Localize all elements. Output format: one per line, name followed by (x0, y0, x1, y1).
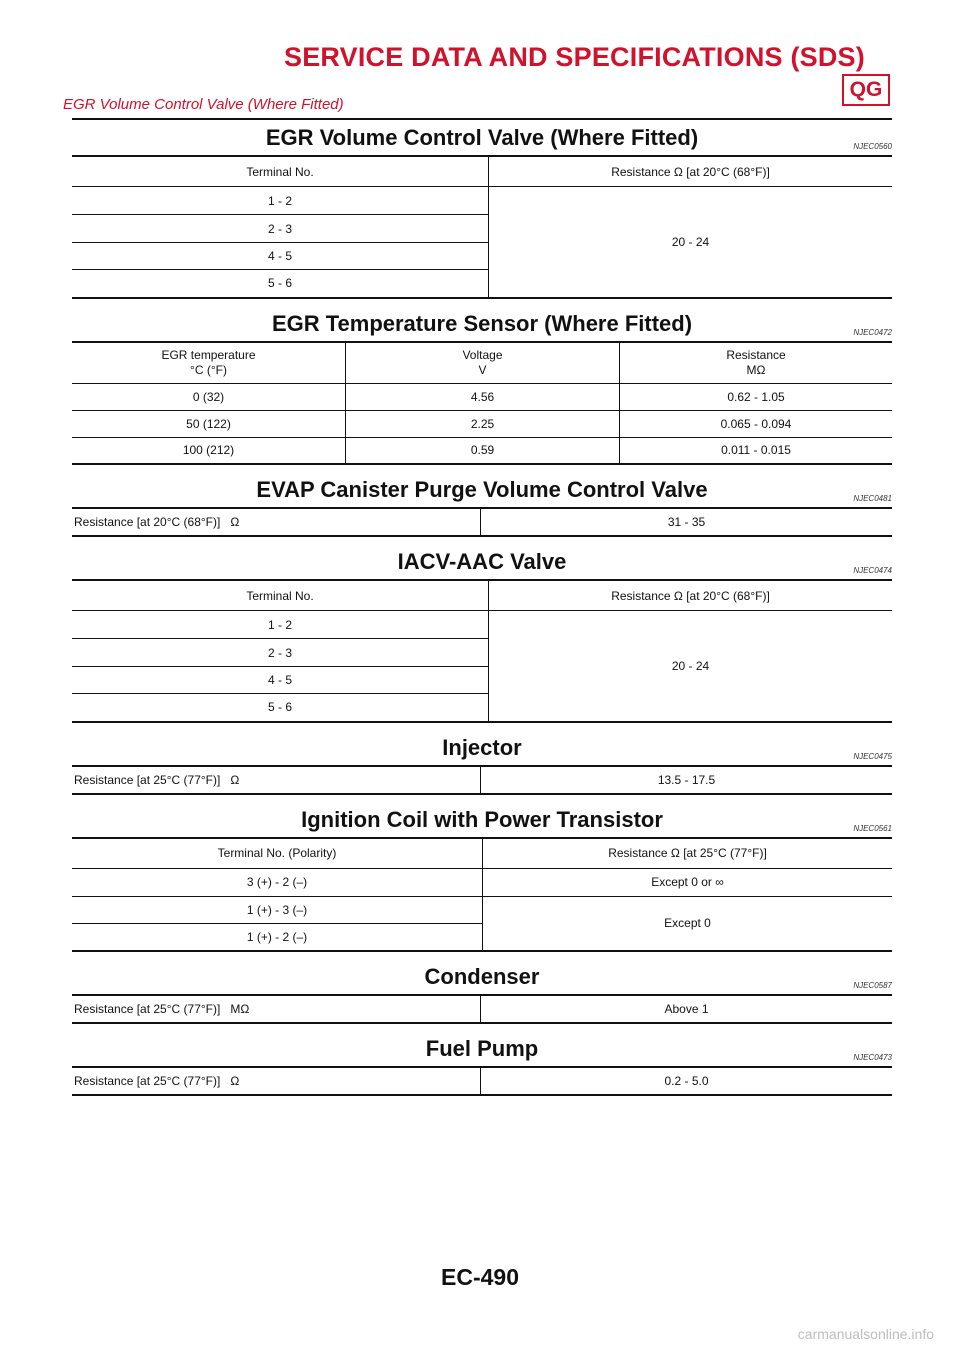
col-header: Resistance Ω [at 20°C (68°F)] (489, 580, 893, 611)
table-row (72, 383, 892, 410)
voltage-cell: 4.56 (346, 383, 620, 410)
page-number: EC-490 (441, 1264, 519, 1290)
table-header-row (72, 838, 892, 869)
col-header-line: EGR temperature (161, 347, 256, 362)
spec-unit: Ω (230, 772, 240, 787)
section-title: EGR Temperature Sensor (Where Fitted) (271, 310, 693, 336)
page-header (63, 30, 892, 120)
table-row (72, 437, 892, 464)
terminal-cell: 5 - 6 (72, 694, 489, 722)
col-header-line: Resistance (726, 347, 786, 362)
section-code: NJEC0472 (853, 327, 892, 337)
condenser-table (72, 994, 892, 1024)
section-code: NJEC0587 (853, 981, 892, 990)
spec-sections (72, 121, 892, 1096)
table-header-row (72, 342, 892, 384)
spec-label-cell (72, 508, 481, 536)
section-code: NJEC0474 (853, 566, 892, 575)
egr-temp-table (72, 341, 892, 466)
voltage-cell: 2.25 (346, 410, 620, 437)
section-injector-heading (72, 731, 892, 765)
table-row (72, 1067, 892, 1095)
section-title: EGR Volume Control Valve (Where Fitted) (265, 125, 699, 150)
resistance-cell: 20 - 24 (489, 611, 893, 722)
spec-value-cell: 13.5 - 17.5 (481, 766, 893, 794)
section-code: NJEC0475 (853, 751, 892, 761)
evap-table (72, 507, 892, 537)
model-badge: QG (842, 74, 890, 106)
col-header: Terminal No. (Polarity) (72, 838, 483, 869)
col-header-unit: MΩ (746, 362, 766, 377)
section-ignition-heading (72, 803, 892, 837)
spec-value-cell: 0.2 - 5.0 (481, 1067, 893, 1095)
spec-label-cell (72, 766, 481, 794)
temperature-cell: 50 (122) (72, 410, 346, 437)
spec-unit: Ω (230, 515, 240, 529)
col-header (620, 342, 893, 384)
section-title: EVAP Canister Purge Volume Control Valve (256, 477, 708, 502)
terminal-cell: 1 - 2 (72, 611, 489, 639)
table-row (72, 611, 892, 639)
resistance-cell: Except 0 or ∞ (483, 868, 893, 896)
col-header: Terminal No. (72, 580, 489, 611)
section-fuel-pump-heading (72, 1032, 892, 1066)
spec-label-cell (72, 995, 481, 1023)
section-title: Condenser (424, 964, 540, 989)
col-header: Resistance Ω [at 20°C (68°F)] (489, 156, 893, 187)
section-egr-temp-heading (72, 307, 892, 341)
table-header-row (72, 156, 892, 187)
section-code: NJEC0561 (853, 823, 892, 833)
table-row (72, 868, 892, 896)
page-title: SERVICE DATA AND SPECIFICATIONS (SDS) (284, 42, 865, 72)
resistance-cell: 20 - 24 (489, 187, 893, 298)
table-row (72, 995, 892, 1023)
col-header: Terminal No. (72, 156, 489, 187)
ignition-table (72, 837, 892, 953)
terminal-cell: 1 (+) - 2 (–) (72, 923, 483, 951)
section-title: Ignition Coil with Power Transistor (301, 806, 663, 832)
table-row (72, 766, 892, 794)
temperature-cell: 100 (212) (72, 437, 346, 464)
resistance-cell: 0.065 - 0.094 (620, 410, 893, 437)
table-row (72, 508, 892, 536)
col-header (346, 342, 620, 384)
spec-label: Resistance [at 20°C (68°F)] (74, 515, 221, 529)
watermark: carmanualsonline.info (797, 1326, 934, 1342)
col-header-unit: °C (°F) (190, 362, 227, 377)
spec-label-cell (72, 1067, 481, 1095)
spec-unit: Ω (230, 1074, 240, 1088)
spec-label: Resistance [at 25°C (77°F)] (74, 1002, 221, 1016)
col-header (72, 342, 346, 384)
section-title: IACV-AAC Valve (397, 549, 567, 574)
section-iacv-heading (72, 545, 892, 579)
injector-table (72, 765, 892, 795)
egr-volume-table (72, 155, 892, 299)
resistance-cell: 0.62 - 1.05 (620, 383, 893, 410)
terminal-cell: 1 - 2 (72, 187, 489, 215)
section-title: Fuel Pump (425, 1036, 539, 1061)
col-header-line: Voltage (462, 347, 503, 362)
section-evap-heading (72, 473, 892, 507)
resistance-cell: Except 0 (483, 896, 893, 951)
terminal-cell: 1 (+) - 3 (–) (72, 896, 483, 923)
table-row (72, 410, 892, 437)
table-header-row (72, 580, 892, 611)
fuel-pump-table (72, 1066, 892, 1096)
spec-label: Resistance [at 25°C (77°F)] (74, 772, 221, 787)
spec-value-cell: Above 1 (481, 995, 893, 1023)
section-code: NJEC0473 (853, 1053, 892, 1062)
terminal-cell: 2 - 3 (72, 215, 489, 243)
section-condenser-heading (72, 960, 892, 994)
terminal-cell: 2 - 3 (72, 639, 489, 667)
terminal-cell: 3 (+) - 2 (–) (72, 868, 483, 896)
iacv-table (72, 579, 892, 723)
temperature-cell: 0 (32) (72, 383, 346, 410)
page-subtitle: EGR Volume Control Valve (Where Fitted) (63, 96, 344, 113)
col-header-unit: V (478, 362, 487, 377)
section-egr-volume-heading (72, 121, 892, 155)
resistance-cell: 0.011 - 0.015 (620, 437, 893, 464)
spec-unit: MΩ (230, 1002, 250, 1016)
table-row (72, 896, 892, 923)
section-code: NJEC0560 (853, 142, 892, 151)
terminal-cell: 5 - 6 (72, 270, 489, 298)
voltage-cell: 0.59 (346, 437, 620, 464)
section-code: NJEC0481 (853, 494, 892, 503)
col-header: Resistance Ω [at 25°C (77°F)] (483, 838, 893, 869)
spec-label: Resistance [at 25°C (77°F)] (74, 1074, 221, 1088)
terminal-cell: 4 - 5 (72, 667, 489, 694)
section-title: Injector (442, 734, 522, 760)
header-rule (72, 118, 892, 120)
terminal-cell: 4 - 5 (72, 243, 489, 270)
spec-value-cell: 31 - 35 (481, 508, 893, 536)
table-row (72, 187, 892, 215)
